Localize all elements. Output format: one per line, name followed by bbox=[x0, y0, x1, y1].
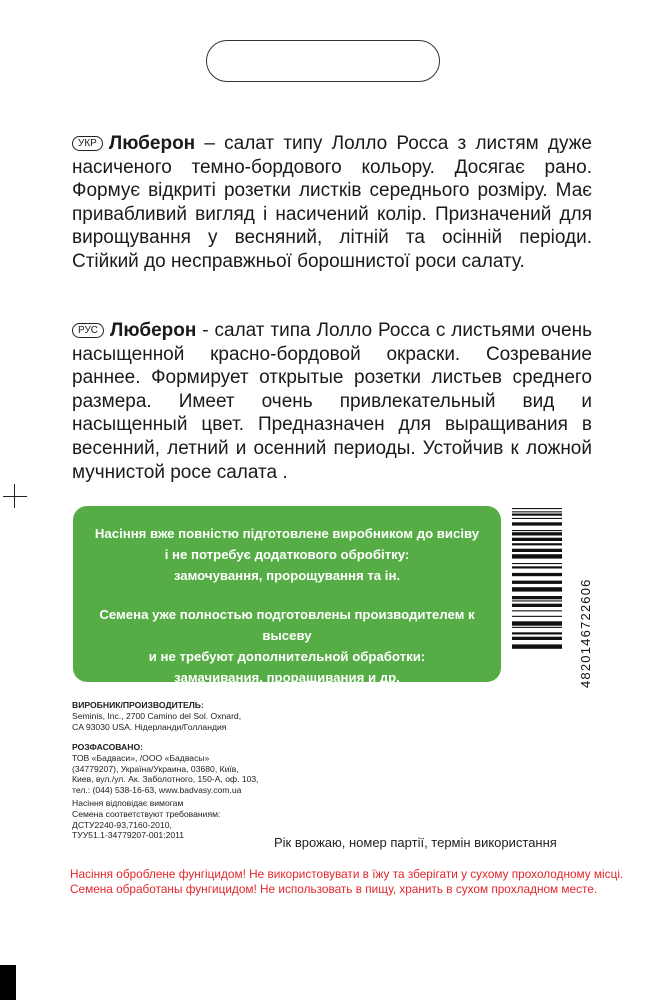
notice-rus-line: Семена уже полностью подготовлены производителем к высеву bbox=[99, 607, 475, 643]
standards-line: ТУУ51.1-34779207-001:2011 bbox=[72, 830, 185, 841]
barcode-bar bbox=[512, 538, 562, 541]
lang-badge-ukr: УКР bbox=[72, 136, 103, 151]
barcode-bar bbox=[512, 596, 562, 599]
barcode-bar bbox=[512, 532, 562, 535]
barcode-bar bbox=[512, 587, 562, 591]
barcode-bar bbox=[512, 627, 562, 628]
barcode-bar bbox=[512, 637, 562, 640]
barcode bbox=[512, 506, 580, 688]
barcode-number: 4820146722606 bbox=[578, 578, 593, 688]
barcode-bars bbox=[512, 508, 562, 649]
barcode-bar bbox=[512, 621, 562, 625]
registration-mark bbox=[0, 965, 16, 1000]
preparation-notice bbox=[73, 506, 501, 685]
packer-heading: РОЗФАСОВАНО: bbox=[72, 742, 143, 752]
barcode-bar bbox=[512, 610, 562, 611]
packer-info bbox=[72, 742, 259, 796]
standards-line: Семена соответствуют требованиям: bbox=[72, 808, 221, 819]
description-rus bbox=[72, 319, 592, 484]
crop-mark-vertical bbox=[14, 484, 15, 508]
barcode-bar bbox=[512, 581, 562, 584]
product-name-rus: Люберон bbox=[110, 320, 197, 341]
notice-ukr-line: Насіння вже повністю підготовлене виробником до висіву bbox=[94, 526, 480, 541]
manufacturer-heading: ВИРОБНИК/ПРОИЗВОДИТЕЛЬ: bbox=[72, 700, 204, 710]
description-text-rus: - салат типа Лолло Росса с листьями очень насыщенной красно-бордовой окраски. Созревание раннее. Формирует открытые розетки листьев среднего размера. Имеет очень привлекательный вид и насыщенный цвет. Предназначен для выращивания в весенний, летний и осенний периоды. Устойчив к ложной мучнистой росе салата . bbox=[72, 320, 592, 483]
packer-line: ТОВ «Бадваси», /ООО «Бадвасы» bbox=[72, 752, 210, 763]
fungicide-warning-rus: Семена обработаны фунгицидом! Не использовать в пищу, хранить в сухом прохладном месте. bbox=[70, 882, 598, 896]
product-name-ukr: Люберон bbox=[108, 133, 196, 154]
notice-ukr-line: і не потребує додаткового обробітку: bbox=[164, 547, 410, 562]
barcode-bar bbox=[512, 530, 562, 531]
packer-line: (34779207), Україна/Украина, 03680, Київ, bbox=[72, 763, 239, 774]
barcode-bar bbox=[512, 522, 562, 525]
barcode-bar bbox=[512, 566, 562, 568]
barcode-bar bbox=[512, 600, 562, 601]
lang-badge-rus: РУС bbox=[72, 323, 104, 338]
barcode-bar bbox=[512, 563, 562, 564]
hang-hole bbox=[206, 40, 440, 82]
packer-line: тел.: (044) 538-16-63, www.badvasy.com.ua bbox=[72, 785, 242, 796]
notice-ukr-line: замочування, пророщування та ін. bbox=[173, 568, 401, 583]
description-text-ukr: – салат типу Лолло Росса з листям дуже насиченого темно-бордового кольору. Досягає рано. Формує відкриті розетки листків середнього розміру. Має привабливий вигляд і насичений колір. Призначений для вирощування у весняний, літній та осінній періоди. Стійкий до несправжньої борошнистої роси салату. bbox=[72, 133, 592, 272]
notice-rus bbox=[73, 604, 501, 688]
barcode-bar bbox=[512, 632, 562, 634]
barcode-bar bbox=[512, 514, 562, 516]
notice-ukr bbox=[73, 523, 501, 586]
packer-line: Киев, вул./ул. Ак. Заболотного, 150-А, оф. 103, bbox=[72, 774, 259, 785]
standards-info bbox=[72, 798, 220, 841]
harvest-info-label: Рік врожаю, номер партії, термін використання bbox=[274, 835, 557, 850]
description-ukr bbox=[72, 132, 592, 274]
barcode-bar bbox=[512, 573, 562, 576]
manufacturer-line: Seminis, Inc., 2700 Camino del Sol. Oxnard, bbox=[72, 710, 242, 721]
notice-rus-line: замачивания, проращивания и др. bbox=[174, 670, 400, 685]
barcode-bar bbox=[512, 604, 562, 607]
barcode-bar bbox=[512, 644, 562, 648]
barcode-bar bbox=[512, 508, 562, 509]
barcode-bar bbox=[512, 616, 562, 617]
notice-rus-line: и не требуют дополнительной обработки: bbox=[148, 649, 426, 664]
manufacturer-line: CA 93030 USA. Нідерланди/Голландия bbox=[72, 721, 227, 732]
barcode-bar bbox=[512, 549, 562, 552]
barcode-bar bbox=[512, 543, 562, 545]
standards-line: ДСТУ2240-93,7160-2010, bbox=[72, 819, 172, 830]
barcode-bar bbox=[512, 518, 562, 519]
manufacturer-info bbox=[72, 700, 241, 732]
fungicide-warning-ukr: Насіння оброблене фунгіцидом! Не використовувати в їжу та зберігати у сухому прохолодному місці. bbox=[70, 867, 624, 881]
standards-line: Насіння відповідає вимогам bbox=[72, 798, 184, 808]
barcode-bar bbox=[512, 511, 562, 512]
barcode-bar bbox=[512, 554, 562, 558]
